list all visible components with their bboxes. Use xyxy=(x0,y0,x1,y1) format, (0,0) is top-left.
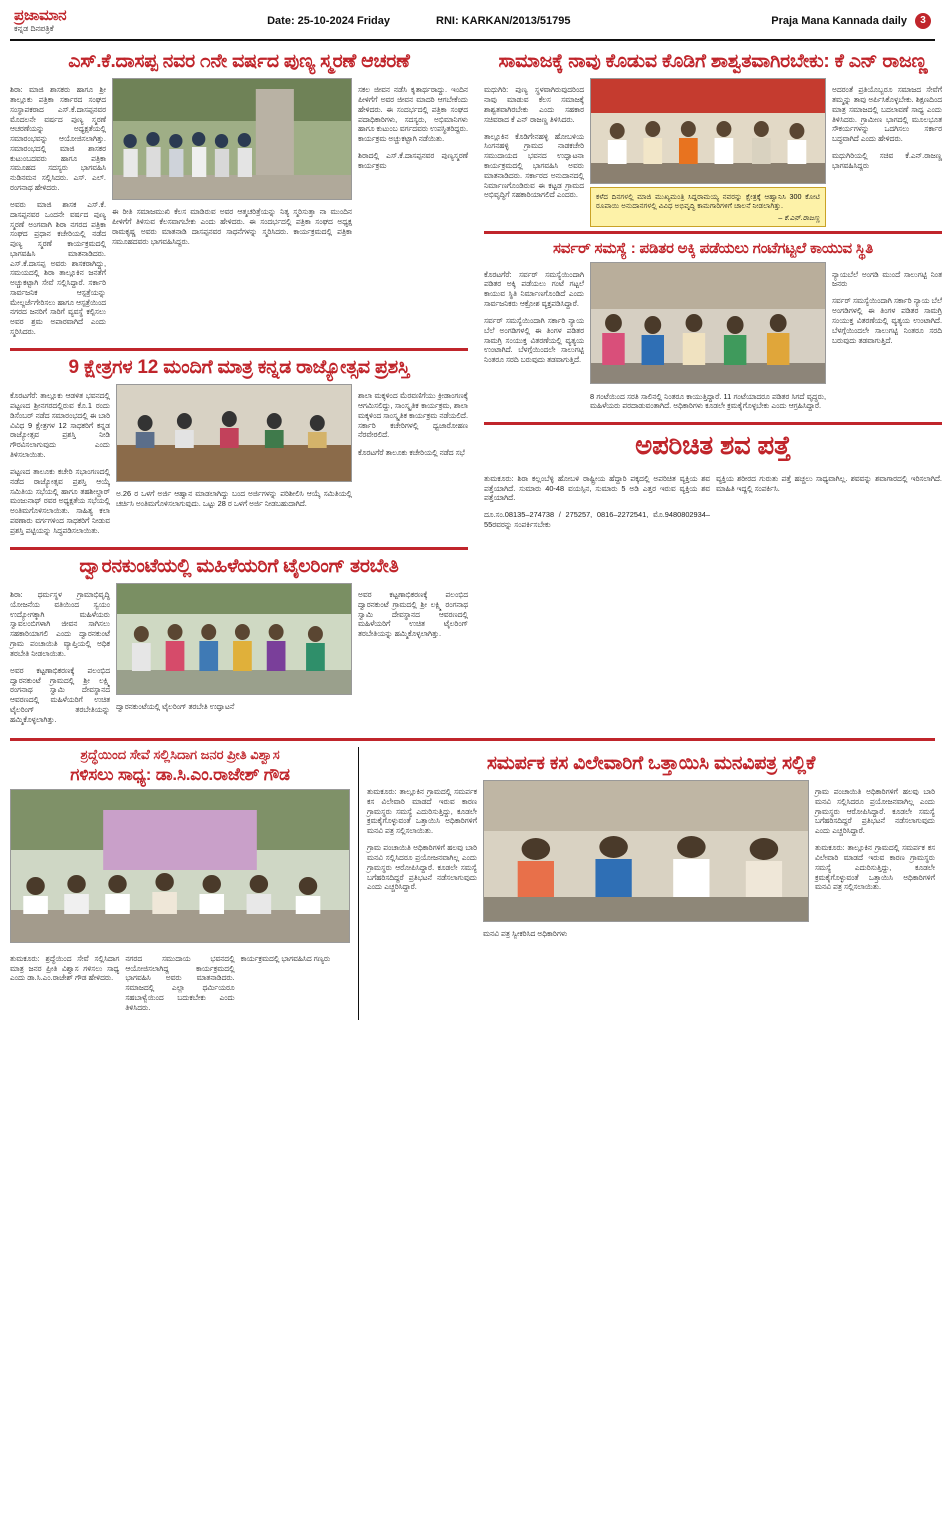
logo-title: ಪ್ರಜಾಮಾನ xyxy=(14,7,67,24)
article-1-headline: ಎಸ್.ಕೆ.ದಾಸಪ್ಪ ನವರ ೧ನೇ ವರ್ಷದ ಪುಣ್ಯ ಸ್ಮರಣೆ ಆಚರಣೆ xyxy=(68,51,410,72)
article-1-photo xyxy=(112,78,352,200)
logo-subtitle: ಕನ್ನಡ ದಿನಪತ್ರಿಕೆ xyxy=(14,24,54,33)
article-4-p3: 8 ಗಂಟೆಯಿಂದ ಸರತಿ ಸಾಲಿನಲ್ಲಿ ನಿಂತರೂ ಕಾಯುತ್ತಿದ್ದಾರೆ. 11 ಗಂಟೆಯಾದರೂ ಪಡಿತರ ಸಿಗದೆ ವೃದ್ಧರು, ಮಹಿಳೆಯರು ಪರದಾಡುವಂತಾಗಿದೆ. ಅಧಿಕಾರಿಗಳು ಕೂಡಲೇ ಕ್ರಮಕೈಗೊಳ್ಳಬೇಕು ಎಂದು ಆಗ್ರಹಿಸಿದ್ದಾರೆ. xyxy=(590,391,826,411)
article-2-p1: ಮಧುಗಿರಿ: ಪುಣ್ಯ ಸ್ಥಳವಾಗಿರುವುದರಿಂದ ನಾವು ಮಾಡುವ ಕೆಲಸ ಸಮಾಜಕ್ಕೆ ಶಾಶ್ವತವಾಗಿರಬೇಕು ಎಂದು ಸಹಕಾರ ಸಚಿವರಾದ ಕೆ ಎನ್ ರಾಜಣ್ಣ ತಿಳಿಸಿದರು. xyxy=(484,85,584,124)
article-2-headline: ಸಾಮಾಜಕ್ಕೆ ನಾವು ಕೊಡುವ ಕೊಡಿಗೆ ಶಾಶ್ವತವಾಗಿರಬೇಕು: ಕೆ ಎನ್ ರಾಜಣ್ಣ xyxy=(498,51,928,72)
article-6-headline: ಅಪರಿಚಿತ ಶವ ಪತ್ತೆ xyxy=(635,430,791,461)
masthead-meta xyxy=(267,15,570,27)
article-2-caption: ಮಧುಗಿರಿಯಲ್ಲಿ ಸಚಿವ ಕೆ.ಎನ್.ರಾಜಣ್ಣ ಭಾಗವಹಿಸಿದ್ದರು xyxy=(832,151,942,170)
article-6-contact: ದೂ.ಸಂ.08135–274738 / 275257, 0816–2272541, ಮೊ.9480802934–55ರವರನ್ನು ಸಂಪರ್ಕಿಸಬೇಕು xyxy=(484,510,710,530)
article-7 xyxy=(10,747,350,1020)
paper-name: Praja Mana Kannada daily xyxy=(771,14,907,27)
article-5-caption: ದ್ವಾರನಕುಂಟೆಯಲ್ಲಿ ಟೈಲರಿಂಗ್ ತರಬೇತಿ ಉದ್ಘಾಟನೆ xyxy=(116,702,235,712)
article-6-p2: ವ್ಯಕ್ತಿಯ ಶರೀರದ ಗುರುತು ಪತ್ತೆ ಹಚ್ಚಲು ಸಾಧ್ಯವಾಗಿಲ್ಲ. ಶವವನ್ನು ಶವಾಗಾರದಲ್ಲಿ ಇರಿಸಲಾಗಿದೆ. ಮಾಹಿತಿ ಇದ್ದಲ್ಲಿ ಸಂಪರ್ಕಿಸಿ. xyxy=(716,473,942,493)
article-2-photo xyxy=(590,78,826,184)
article-5-photo xyxy=(116,583,352,695)
article-5-headline: ದ್ವಾರನಕುಂಟೆಯಲ್ಲಿ ಮಹಿಳೆಯರಿಗೆ ಟೈಲರಿಂಗ್ ತರಬೇತಿ xyxy=(79,555,399,577)
article-3-p2: ಪಟ್ಟಣದ ತಾಲೂಕು ಕಚೇರಿ ಸಭಾಂಗಣದಲ್ಲಿ ನಡೆದ ರಾಜ್ಯೋತ್ಸವ ಪ್ರಶಸ್ತಿ ಆಯ್ಕೆ ಸಮಿತಿಯ ಸಭೆಯಲ್ಲಿ ಹಾಗೂ ತಹಶೀಲ್ದಾರ್ ಮಂಜುನಾಥ್ ರವರ ಅಧ್ಯಕ್ಷತೆಯ ಸಭೆಯಲ್ಲಿ ಅಂತಿಮಗೊಳಿಸಲಾಯಿತು. ಸಾಹಿತ್ಯ ಕಲಾ ಪಠಣಾರು ವರ್ಗಗಳಿಂದ ಸಾಧಕರಿಗೆ ನೀಡುವ ಪ್ರಶಸ್ತಿ ಪಟ್ಟಿಯನ್ನು ಸಿದ್ಧಪಡಿಸಲಾಯಿತು. xyxy=(10,467,110,535)
article-4-p1: ಕೊರಟಗೆರೆ: ಸರ್ವರ್ ಸಮಸ್ಯೆಯಿಂದಾಗಿ ಪಡಿತರ ಅಕ್ಕಿ ಪಡೆಯಲು ಗಂಟೆ ಗಟ್ಟಲೆ ಕಾಯುವ ಸ್ಥಿತಿ ನಿರ್ಮಾಣಗೊಂಡಿದೆ ಎಂದು ಸಾರ್ವಜನಿಕರು ಆಕ್ರೋಶ ವ್ಯಕ್ತಪಡಿಸಿದ್ದಾರೆ. xyxy=(484,269,584,308)
article-7-caption: ಕಾರ್ಯಕ್ರಮದಲ್ಲಿ ಭಾಗವಹಿಸಿದ ಗಣ್ಯರು xyxy=(240,953,331,963)
vertical-divider-2 xyxy=(358,747,359,1020)
article-8-p1: ತುಮಕೂರು: ತಾಲ್ಲೂಕಿನ ಗ್ರಾಮದಲ್ಲಿ ಸಮರ್ಪಕ ಕಸ ವಿಲೇವಾರಿ ಮಾಡದೆ ಇರುವ ಕಾರಣ ಗ್ರಾಮಸ್ಥರು ಸಮಸ್ಯೆ ಎದುರಿಸುತ್ತಿದ್ದು, ಕೂಡಲೇ ಕ್ರಮಕೈಗೊಳ್ಳುವಂತೆ ಒತ್ತಾಯಿಸಿ ಅಧಿಕಾರಿಗಳಿಗೆ ಮನವಿ ಪತ್ರ ಸಲ್ಲಿಸಲಾಯಿತು. xyxy=(367,787,477,836)
article-2-body xyxy=(484,78,942,227)
article-7-photo xyxy=(10,789,350,943)
article-8-p2-dup: ಗ್ರಾಮ ಪಂಚಾಯಿತಿ ಅಧಿಕಾರಿಗಳಿಗೆ ಹಲವು ಬಾರಿ ಮನವಿ ಸಲ್ಲಿಸಿದರೂ ಪ್ರಯೋಜನವಾಗಿಲ್ಲ ಎಂದು ಗ್ರಾಮಸ್ಥರು ಆರೋಪಿಸಿದ್ದಾರೆ. ಕೂಡಲೇ ಸಮಸ್ಯೆ ಬಗೆಹರಿಸದಿದ್ದರೆ ಪ್ರತಿಭಟನೆ ನಡೆಸಲಾಗುವುದು ಎಂದು ಎಚ್ಚರಿಸಿದ್ದಾರೆ. xyxy=(815,787,935,836)
article-3-photo xyxy=(116,384,352,482)
page-number-badge: 3 xyxy=(915,13,931,29)
article-3-p3: ಅ.26 ರ ಒಳಗೆ ಅರ್ಜಿ ಆಹ್ವಾನ ಮಾಡಲಾಗಿದ್ದು ಬಂದ ಅರ್ಜಿಗಳನ್ನು ಪರಿಶೀಲಿಸಿ ಆಯ್ಕೆ ಸಮಿತಿಯಲ್ಲಿ ಚರ್ಚಿಸಿ ಅಂತಿಮಗೊಳಿಸಲಾಗುವುದು. ಒಟ್ಟು 28 ರ ಒಳಗೆ ಅರ್ಜಿ ನೀಡಬಹುದಾಗಿದೆ. xyxy=(116,489,352,509)
article-8-p2: ಗ್ರಾಮ ಪಂಚಾಯಿತಿ ಅಧಿಕಾರಿಗಳಿಗೆ ಹಲವು ಬಾರಿ ಮನವಿ ಸಲ್ಲಿಸಿದರೂ ಪ್ರಯೋಜನವಾಗಿಲ್ಲ ಎಂದು ಗ್ರಾಮಸ್ಥರು ಆರೋಪಿಸಿದ್ದಾರೆ. ಕೂಡಲೇ ಸಮಸ್ಯೆ ಬಗೆಹರಿಸದಿದ್ದರೆ ಪ್ರತಿಭಟನೆ ನಡೆಸಲಾಗುವುದು ಎಂದು ಎಚ್ಚರಿಸಿದ್ದಾರೆ. xyxy=(367,843,477,892)
article-4-headline: ಸರ್ವರ್ ಸಮಸ್ಯೆ : ಪಡಿತರ ಅಕ್ಕಿ ಪಡೆಯಲು ಗಂಟೆಗಟ್ಟಲೆ ಕಾಯುವ ಸ್ಥಿತಿ xyxy=(553,239,873,257)
article-3-body xyxy=(10,384,468,543)
photo-graphic xyxy=(113,79,351,199)
article-7-kicker: ಶ್ರದ್ಧೆಯಿಂದ ಸೇವೆ ಸಲ್ಲಿಸಿದಾಗ ಜನರ ಪ್ರೀತಿ ವಿಶ್ವಾಸ xyxy=(80,746,280,762)
article-5-p2-dup: ಅವರ ಕಟ್ಟಣಾಭಿಕರಣಕ್ಕೆ ಪಲಂಭಿದ ದ್ವಾರನಕುಂಟೆ ಗ್ರಾಮದಲ್ಲಿ ಶ್ರೀ ಲಕ್ಷ್ಮಿ ರಂಗನಾಥ ಸ್ವಾಮಿ ದೇವಸ್ಥಾನದ ಆವರಣದಲ್ಲಿ ಮಹಿಳೆಯರಿಗೆ ಉಚಿತ ಟೈಲರಿಂಗ್ ತರಬೇತಿಯನ್ನು ಹಮ್ಮಿಕೊಳ್ಳಲಾಗಿತ್ತು. xyxy=(358,590,468,639)
article-8-p1-dup: ತುಮಕೂರು: ತಾಲ್ಲೂಕಿನ ಗ್ರಾಮದಲ್ಲಿ ಸಮರ್ಪಕ ಕಸ ವಿಲೇವಾರಿ ಮಾಡದೆ ಇರುವ ಕಾರಣ ಗ್ರಾಮಸ್ಥರು ಸಮಸ್ಯೆ ಎದುರಿಸುತ್ತಿದ್ದು, ಕೂಡಲೇ ಕ್ರಮಕೈಗೊಳ್ಳುವಂತೆ ಒತ್ತಾಯಿಸಿ ಅಧಿಕಾರಿಗಳಿಗೆ ಮನವಿ ಪತ್ರ ಸಲ್ಲಿಸಲಾಯಿತು. xyxy=(815,843,935,892)
article-7-p2: ನಗರದ ಸಮುದಾಯ ಭವನದಲ್ಲಿ ಆಯೋಜಿಸಲಾಗಿದ್ದ ಕಾರ್ಯಕ್ರಮದಲ್ಲಿ ಭಾಗವಹಿಸಿ ಅವರು ಮಾತನಾಡಿದರು. ಸಮಾಜದಲ್ಲಿ ಎಲ್ಲಾ ಧರ್ಮಿಯರೂ ಸಹಬಾಳ್ವೆಯಿಂದ ಬದುಕಬೇಕು ಎಂದು ತಿಳಿಸಿದರು. xyxy=(125,953,235,1012)
article-3-headline: 9 ಕ್ಷೇತ್ರಗಳ 12 ಮಂದಿಗೆ ಮಾತ್ರ ಕನ್ನಡ ರಾಜ್ಯೋತ್ಸವ ಪ್ರಶಸ್ತಿ xyxy=(68,357,410,379)
article-4-p2: ಸರ್ವರ್ ಸಮಸ್ಯೆಯಿಂದಾಗಿ ಸರ್ಕಾರಿ ನ್ಯಾಯ ಬೆಲೆ ಅಂಗಡಿಗಳಲ್ಲಿ ಈ ತಿಂಗಳ ಪಡಿತರ ಸಾಮಗ್ರಿ ಸಂಯುಕ್ತ ವಿತರಣೆಯಲ್ಲಿ ವ್ಯತ್ಯಯ ಉಂಟಾಗಿದೆ. ಬೆಳಗ್ಗೆಯಿಂದಲೇ ಸಾಲುಗಟ್ಟಿ ನಿಂತರೂ ಸರದಿ ಬರುವುದು ತಡವಾಗುತ್ತಿದೆ. xyxy=(484,316,584,365)
divider-4 xyxy=(484,422,942,425)
right-half xyxy=(484,45,942,732)
article-4-p2-dup: ಸರ್ವರ್ ಸಮಸ್ಯೆಯಿಂದಾಗಿ ಸರ್ಕಾರಿ ನ್ಯಾಯ ಬೆಲೆ ಅಂಗಡಿಗಳಲ್ಲಿ ಈ ತಿಂಗಳ ಪಡಿತರ ಸಾಮಗ್ರಿ ಸಂಯುಕ್ತ ವಿತರಣೆಯಲ್ಲಿ ವ್ಯತ್ಯಯ ಉಂಟಾಗಿದೆ. ಬೆಳಗ್ಗೆಯಿಂದಲೇ ಸಾಲುಗಟ್ಟಿ ನಿಂತರೂ ಸರದಿ ಬರುವುದು ತಡವಾಗುತ್ತಿದೆ. xyxy=(832,296,942,345)
newspaper-logo xyxy=(14,8,66,33)
article-1-body xyxy=(10,78,468,344)
main-grid xyxy=(0,45,945,732)
photo-graphic xyxy=(117,385,351,481)
highlight-box-text: ಕಳೆದ ದಿನಗಳಲ್ಲಿ ಮಾಜಿ ಮುಖ್ಯಮಂತ್ರಿ ಸಿದ್ದರಾಮಯ್ಯ ನವರನ್ನು ಕ್ಷೇತ್ರಕ್ಕೆ ಆಹ್ವಾನಿಸಿ 300 ಕೋಟಿ ರೂಪಾಯಿ ಅನುದಾನಗಳಲ್ಲಿ ವಿವಿಧ ಅಭಿವೃದ್ಧಿ ಕಾಮಗಾರಿಗಳಿಗೆ ಚಾಲನೆ ನೀಡಲಾಗಿತ್ತು. xyxy=(596,191,820,211)
article-1-p4: ಸಕಲ ಜೀವನ ನಡೆಸಿ ಕೃತಾರ್ಥರಾದ್ದು. ಇಂದಿನ ಪೀಳಿಗೆಗೆ ಅವರ ಜೀವನ ಮಾದರಿ ಆಗಬೇಕೆಂದು ಹೇಳಿದರು. ಈ ಸಂದರ್ಭದಲ್ಲಿ ಪತ್ರಿಕಾ ಸಂಘದ ಪದಾಧಿಕಾರಿಗಳು, ಸದಸ್ಯರು, ಅಭಿಮಾನಿಗಳು ಹಾಗೂ ಕುಟುಂಬ ವರ್ಗದವರು ಉಪಸ್ಥಿತರಿದ್ದರು. ಕಾರ್ಯಕ್ರಮ ಅಚ್ಚುಕಟ್ಟಾಗಿ ನಡೆಯಿತು. xyxy=(358,85,468,144)
divider-3 xyxy=(484,231,942,234)
highlight-box-attribution: – ಕೆ.ಎನ್.ರಾಜಣ್ಣ xyxy=(778,212,820,222)
article-4-photo xyxy=(590,262,826,384)
article-3-p1: ಕೊರಟಗೆರೆ: ತಾಲ್ಲೂಕು ಆಡಳಿತ ಭವನದಲ್ಲಿ ಪಟ್ಟಣದ ಶ್ರೀನಗರದಲ್ಲಿರುವ ಕೊ.1 ರಂದು ಡಿಸೆಂಬರ್ ನಡೆದ ಸಮಾರಂಭದಲ್ಲಿ ಈ ಬಾರಿ ವಿವಿಧ 9 ಕ್ಷೇತ್ರಗಳ 12 ಸಾಧಕರಿಗೆ ಕನ್ನಡ ರಾಜ್ಯೋತ್ಸವ ಪ್ರಶಸ್ತಿ ನೀಡಿ ಗೌರವಿಸಲಾಗುವುದು ಎಂದು ತಿಳಿಸಲಾಯಿತು. xyxy=(10,391,110,459)
article-4-caption: ನ್ಯಾಯಬೆಲೆ ಅಂಗಡಿ ಮುಂದೆ ಸಾಲುಗಟ್ಟಿ ನಿಂತ ಜನರು xyxy=(832,269,942,289)
photo-graphic xyxy=(591,263,825,383)
issue-date: Date: 25-10-2024 Friday xyxy=(267,14,391,27)
photo-graphic xyxy=(484,781,808,921)
divider-2 xyxy=(10,547,468,550)
masthead xyxy=(0,0,945,37)
article-8-photo xyxy=(483,780,809,922)
article-5-p1: ಶಿರಾ: ಧರ್ಮಸ್ಥಳ ಗ್ರಾಮಾಭಿವೃದ್ಧಿ ಯೋಜನೆಯ ವತಿಯಿಂದ ಸ್ವಯಂ ಉದ್ಯೋಗಕ್ಕಾಗಿ ಮಹಿಳೆಯರು ಸ್ವಾವಲಂಬಿಗಳಾಗಿ ಜೀವನ ಸಾಗಿಸಲು ಸಹಕಾರಿಯಾಗಲಿ ಎಂದು ದ್ವಾರನಕುಂಟೆ ಗ್ರಾಮ ಪಂಚಾಯಿತಿ ವ್ಯಾಪ್ತಿಯಲ್ಲಿ ಅಧಿಕ ತರಬೇತಿ ನೀಡಲಾಯಿತು. xyxy=(10,590,110,658)
article-8 xyxy=(367,747,935,1020)
article-1-p2: ಅವರು ಮಾಜಿ ಶಾಸಕ ಎಸ್.ಕೆ. ದಾಸಪ್ಪನವರ ಒಂದನೇ ವರ್ಷದ ಪುಣ್ಯ ಸ್ಮರಣೆ ಅಂಗವಾಗಿ ಶಿರಾ ನಗರದ ಪತ್ರಿಕಾ ಸಂಘದ ಪ್ರಧಾನ ಕಚೇರಿಯಲ್ಲಿ ನಡೆದ ಪುಣ್ಯ ಸ್ಮರಣೆ ಕಾರ್ಯಕ್ರಮದಲ್ಲಿ ಭಾಗವಹಿಸಿ ಮಾತನಾಡಿದರು. ಎಸ್.ಕೆ.ದಾಸಪ್ಪ ಅವರು ಶಾಸಕರಾಗಿದ್ದು, ಸಮಯದಲ್ಲಿ ಶಿರಾ ತಾಲ್ಲೂಕಿನ ಜನತೆಗೆ ಅಚ್ಚುಕಟ್ಟಾಗಿ ಸೇವೆ ಸಲ್ಲಿಸಿದ್ದಾರೆ. ಸರ್ಕಾರಿ ಸಾರ್ವಜನಿಕ ಆಸ್ಪತ್ರೆಯನ್ನು ಮೇಲ್ದರ್ಜೆಗೇರಿಸಲು ಹಾಗೂ ಆಸ್ಪತ್ರೆಯಿಂದ ನಗರದ ಜನರಿಗೆ ಸಾರಿಗೆ ವ್ಯವಸ್ಥೆ ಕಲ್ಪಿಸಲು ಅವರ ಶ್ರಮ ಅಪಾರವಾಗಿದೆ ಎಂದು ಸ್ಮರಿಸಿದರು. xyxy=(10,200,106,336)
left-half xyxy=(10,45,468,732)
article-2-p3: ಅದರಂತೆ ಪ್ರತಿಯೊಬ್ಬರೂ ಸಮಾಜದ ಸೇವೆಗೆ ತಮ್ಮನ್ನು ತಾವು ಅರ್ಪಿಸಿಕೊಳ್ಳಬೇಕು. ಶಿಕ್ಷಣದಿಂದ ಮಾತ್ರ ಸಮಾಜದಲ್ಲಿ ಬದಲಾವಣೆ ಸಾಧ್ಯ ಎಂದು ತಿಳಿಸಿದರು. ಗ್ರಾಮೀಣ ಭಾಗದಲ್ಲಿ ಮೂಲಭೂತ ಸೌಕರ್ಯಗಳನ್ನು ಒದಗಿಸಲು ಸರ್ಕಾರ ಬದ್ಧವಾಗಿದೆ ಎಂದು ಹೇಳಿದರು. xyxy=(832,85,942,144)
article-1-caption: ಶಿರಾದಲ್ಲಿ ಎಸ್.ಕೆ.ದಾಸಪ್ಪನವರ ಪುಣ್ಯಸ್ಮರಣೆ ಕಾರ್ಯಕ್ರಮ xyxy=(358,151,468,170)
divider-5 xyxy=(10,738,935,741)
article-1-p1: ಶಿರಾ: ಮಾಜಿ ಶಾಸಕರು ಹಾಗೂ ಶ್ರೀ ತಾಲ್ಲೂಕು ಪತ್ರಿಕಾ ಸರ್ಕಾರದ ಸಂಘದ ಸಂಸ್ಥಾಪಕರಾದ ಎಸ್.ಕೆ.ದಾಸಪ್ಪನವರ ಮೊದಲನೇ ವರ್ಷದ ಪುಣ್ಯ ಸ್ಮರಣೆ ಆಚರಣೆಯನ್ನು ಅಧ್ಯಕ್ಷತೆಯಲ್ಲಿ ಸಮಾರಂಭವನ್ನು ಆಯೋಜಿಸಲಾಗಿತ್ತು. ಸಮಾರಂಭದಲ್ಲಿ ಮಾಜಿ ಶಾಸಕರ ಕುಟುಂಬದವರು ಹಾಗೂ ಪತ್ರಿಕಾ ಸಮೂಹದ ಸದಸ್ಯರು ಭಾಗವಹಿಸಿ ನುಡಿನಮನ ಸಲ್ಲಿಸಿದರು. ಎಸ್. ಎಲ್. ರಂಗನಾಥ ಹೇಳಿದರು. xyxy=(10,85,106,192)
masthead-right xyxy=(771,13,931,29)
article-6-body xyxy=(484,466,942,537)
highlight-box xyxy=(590,187,826,227)
divider-1 xyxy=(10,348,468,351)
article-8-caption: ಮನವಿ ಪತ್ರ ಸ್ವೀಕರಿಸಿದ ಅಧಿಕಾರಿಗಳು xyxy=(483,929,568,939)
photo-graphic xyxy=(117,584,351,694)
article-7-headline: ಗಳಿಸಲು ಸಾಧ್ಯ: ಡಾ.ಸಿ.ಎಂ.ರಾಜೇಶ್ ಗೌಡ xyxy=(70,764,290,784)
article-4-body xyxy=(484,262,942,418)
bottom-grid xyxy=(0,747,945,1020)
article-5-p2: ಅವರ ಕಟ್ಟಣಾಭಿಕರಣಕ್ಕೆ ಪಲಂಭಿದ ದ್ವಾರನಕುಂಟೆ ಗ್ರಾಮದಲ್ಲಿ ಶ್ರೀ ಲಕ್ಷ್ಮಿ ರಂಗನಾಥ ಸ್ವಾಮಿ ದೇವಸ್ಥಾನದ ಆವರಣದಲ್ಲಿ ಮಹಿಳೆಯರಿಗೆ ಉಚಿತ ಟೈಲರಿಂಗ್ ತರಬೇತಿಯನ್ನು ಹಮ್ಮಿಕೊಳ್ಳಲಾಗಿತ್ತು. xyxy=(10,665,110,724)
photo-graphic xyxy=(11,790,349,942)
article-3-p4: ಶಾಲಾ ಮಕ್ಕಳಿಂದ ಮೆರವಣಿಗೆಯು ಕ್ರೀಡಾಂಗಣಕ್ಕೆ ಆಗಮಿಸಲಿದ್ದು, ಸಾಂಸ್ಕೃತಿಕ ಕಾರ್ಯಕ್ರಮ, ಶಾಲಾ ಮಕ್ಕಳಿಂದ ಸಾಂಸ್ಕೃತಿಕ ಕಾರ್ಯಕ್ರಮ ನಡೆಯಲಿದೆ. ಸರ್ಕಾರಿ ಕಚೇರಿಗಳಲ್ಲಿ ಧ್ವಜಾರೋಹಣ ನೆರವೇರಲಿದೆ. xyxy=(358,391,468,440)
article-3-caption: ಕೊರಟಗೆರೆ ತಾಲೂಕು ಕಚೇರಿಯಲ್ಲಿ ನಡೆದ ಸಭೆ xyxy=(358,447,465,457)
article-7-p1: ತುಮಕೂರು: ಶ್ರದ್ಧೆಯಿಂದ ಸೇವೆ ಸಲ್ಲಿಸಿದಾಗ ಮಾತ್ರ ಜನರ ಪ್ರೀತಿ ವಿಶ್ವಾಸ ಗಳಿಸಲು ಸಾಧ್ಯ ಎಂದು ಡಾ.ಸಿ.ಎಂ.ರಾಜೇಶ್ ಗೌಡ ಹೇಳಿದರು. xyxy=(10,953,120,983)
article-5-body xyxy=(10,583,468,732)
article-2-p2: ತಾಲ್ಲೂಕಿನ ಕೊಡಿಗೇನಹಳ್ಳಿ ಹೋಬಳಿಯ ಸಿಂಗನಹಳ್ಳಿ ಗ್ರಾಮದ ನಾಡಕಚೇರಿ ಸಮುದಾಯದ ಭವನದ ಉದ್ಘಾಟನಾ ಕಾರ್ಯಕ್ರಮದಲ್ಲಿ ಭಾಗವಹಿಸಿ ಅವರು ಮಾತನಾಡಿದರು. ಸರ್ಕಾರದ ಅನುದಾನದಲ್ಲಿ ನಿರ್ಮಾಣಗೊಂಡಿರುವ ಈ ಕಟ್ಟಡ ಗ್ರಾಮದ ಅಭಿವೃದ್ಧಿಗೆ ಸಹಕಾರಿಯಾಗಲಿದೆ ಎಂದರು. xyxy=(484,131,584,200)
article-1-p3: ಈ ರೀತಿ ಸಮಾಜಮುಖಿ ಕೆಲಸ ಮಾಡಿರುವ ಅವರ ಆತ್ಮಚರಿತ್ರೆಯನ್ನು ನಿತ್ಯ ಸ್ಮರಿಸುತ್ತಾ ನಾ ಮುಂದಿನ ಪೀಳಿಗೆಗೆ ತಿಳಿಸುವ ಕೆಲಸವಾಗಬೇಕು ಎಂದು ಹೇಳಿದರು. ಈ ಸಂದರ್ಭದಲ್ಲಿ ಪತ್ರಿಕಾ ಸಂಘದ ಅಧ್ಯಕ್ಷ ರಾಮಕೃಷ್ಣ ಅವರು ಮಾತನಾಡಿ ದಾಸಪ್ಪನವರ ಸಾಧನೆಗಳನ್ನು ಸ್ಮರಿಸಿದರು. ಕಾರ್ಯಕ್ರಮದಲ್ಲಿ ಪತ್ರಿಕಾ ಸಮೂಹದವರು ಭಾಗವಹಿಸಿದ್ದರು. xyxy=(112,207,352,246)
article-6-p1: ತುಮಕೂರು: ಶಿರಾ ಕಲ್ಲಂಬೆಳ್ಳಿ ಹೋಬಳಿ ರಾಷ್ಟ್ರೀಯ ಹೆದ್ದಾರಿ ಪಕ್ಕದಲ್ಲಿ ಅಪರಿಚಿತ ವ್ಯಕ್ತಿಯ ಶವ ಪತ್ತೆಯಾಗಿದೆ. ಸುಮಾರು 40-48 ವಯಸ್ಸಿನ, ಸುಮಾರು 5 ಅಡಿ ಎತ್ತರ ಇರುವ ವ್ಯಕ್ತಿಯ ಶವ ಪತ್ತೆಯಾಗಿದೆ. xyxy=(484,473,710,503)
rni-number: RNI: KARKAN/2013/51795 xyxy=(436,14,571,27)
article-8-headline: ಸಮರ್ಪಕ ಕಸ ವಿಲೇವಾರಿಗೆ ಒತ್ತಾಯಿಸಿ ಮನವಿಪತ್ರ ಸಲ್ಲಿಕೆ xyxy=(486,752,816,774)
masthead-rule xyxy=(10,39,935,41)
photo-graphic xyxy=(591,79,825,183)
